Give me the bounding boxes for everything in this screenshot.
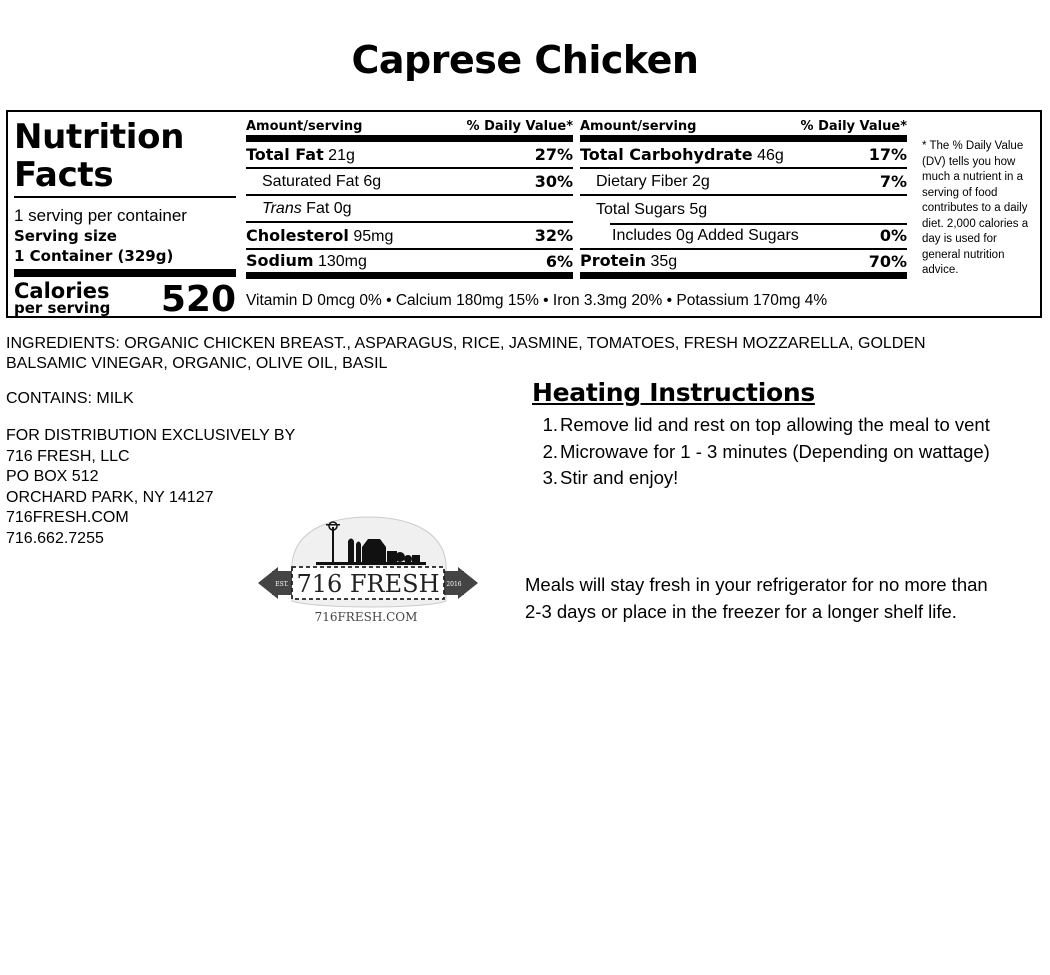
logo-est: EST. [275, 581, 289, 588]
calories-row [14, 279, 236, 320]
nutrient-row-added-sugars: Includes 0g Added Sugars 0% [580, 223, 907, 250]
logo-year: 2016 [446, 581, 462, 588]
distributor-info [6, 426, 295, 549]
nutrient-row-total-sugars: Total Sugars 5g [596, 200, 708, 218]
po-box: PO BOX 512 [6, 468, 99, 485]
nutrient-row-total-carbohydrate: Total Carbohydrate 46g 17% [580, 142, 907, 169]
column-header-amount: Amount/serving [580, 119, 697, 134]
heating-step: 3. Stir and enjoy! [542, 467, 679, 488]
servings-per-container: 1 serving per container [14, 206, 187, 225]
vitamins-minerals-line: Vitamin D 0mcg 0% • Calcium 180mg 15% • Iron 3.3mg 20% • Potassium 170mg 4% [246, 292, 828, 309]
column-header-daily-value: % Daily Value* [466, 119, 573, 134]
nutrient-row-dietary-fiber: Dietary Fiber 2g 7% [580, 169, 907, 196]
serving-size-label: Serving size [14, 227, 117, 245]
nutrient-row-protein: Protein 35g 70% [580, 250, 907, 279]
website: 716FRESH.COM [6, 509, 129, 526]
nutrition-facts-panel [6, 110, 1042, 318]
nutrient-row-saturated-fat: Saturated Fat 6g 30% [246, 169, 573, 196]
nutrition-facts-header [14, 118, 236, 320]
distribution-line: FOR DISTRIBUTION EXCLUSIVELY BY [6, 427, 296, 444]
nutrition-heading-line2: Facts [14, 155, 114, 195]
nutrient-row-total-fat: Total Fat 21g 27% [246, 142, 573, 169]
heating-step: 2. Microwave for 1 - 3 minutes (Depending on wattage) [542, 440, 990, 462]
nutrient-column-1 [246, 118, 573, 279]
nutrient-column-2 [580, 118, 907, 279]
nutrient-row-trans-fat: Trans Fat 0g [246, 196, 573, 223]
daily-value-footnote: * The % Daily Value (DV) tells you how much a nutrient in a serving of food contributes to a daily diet. 2,000 calories a day is used for general nutrition advice. [922, 140, 1029, 276]
page-title: Caprese Chicken [351, 38, 699, 82]
716-fresh-logo [256, 513, 480, 628]
phone-number: 716.662.7255 [6, 529, 104, 547]
ingredients-text: INGREDIENTS: ORGANIC CHICKEN BREAST., ASPARAGUS, RICE, JASMINE, TOMATOES, FRESH MOZZARELLA, GOLDEN BALSAMIC VINEGAR, ORGANIC, OLIVE OIL, BASIL [6, 335, 926, 372]
allergen-contains: CONTAINS: MILK [6, 390, 134, 407]
nutrition-heading-line1: Nutrition [14, 117, 185, 157]
city-state-zip: ORCHARD PARK, NY 14127 [6, 488, 214, 506]
nutrient-row-cholesterol: Cholesterol 95mg 32% [246, 223, 573, 250]
calories-label: Calories [14, 278, 110, 303]
heating-step: 1. Remove lid and rest on top allowing the meal to vent [542, 414, 990, 435]
logo-url: 716FRESH.COM [314, 610, 418, 624]
company-name: 716 FRESH, LLC [6, 447, 130, 465]
calories-value: 520 [160, 279, 236, 320]
logo-wordmark: 716 FRESH [296, 570, 440, 598]
heating-steps-list [532, 412, 1002, 492]
storage-note: Meals will stay fresh in your refrigerator for no more than 2-3 days or place in the freezer for a longer shelf life. [525, 574, 988, 622]
nutrient-row-sodium: Sodium 130mg 6% [246, 250, 573, 279]
heating-instructions-title: Heating Instructions [532, 378, 815, 407]
column-header-daily-value: % Daily Value* [800, 119, 907, 134]
column-header-amount: Amount/serving [246, 119, 363, 134]
serving-size-value: 1 Container (329g) [14, 247, 174, 265]
calories-sub-label: per serving [14, 298, 111, 317]
